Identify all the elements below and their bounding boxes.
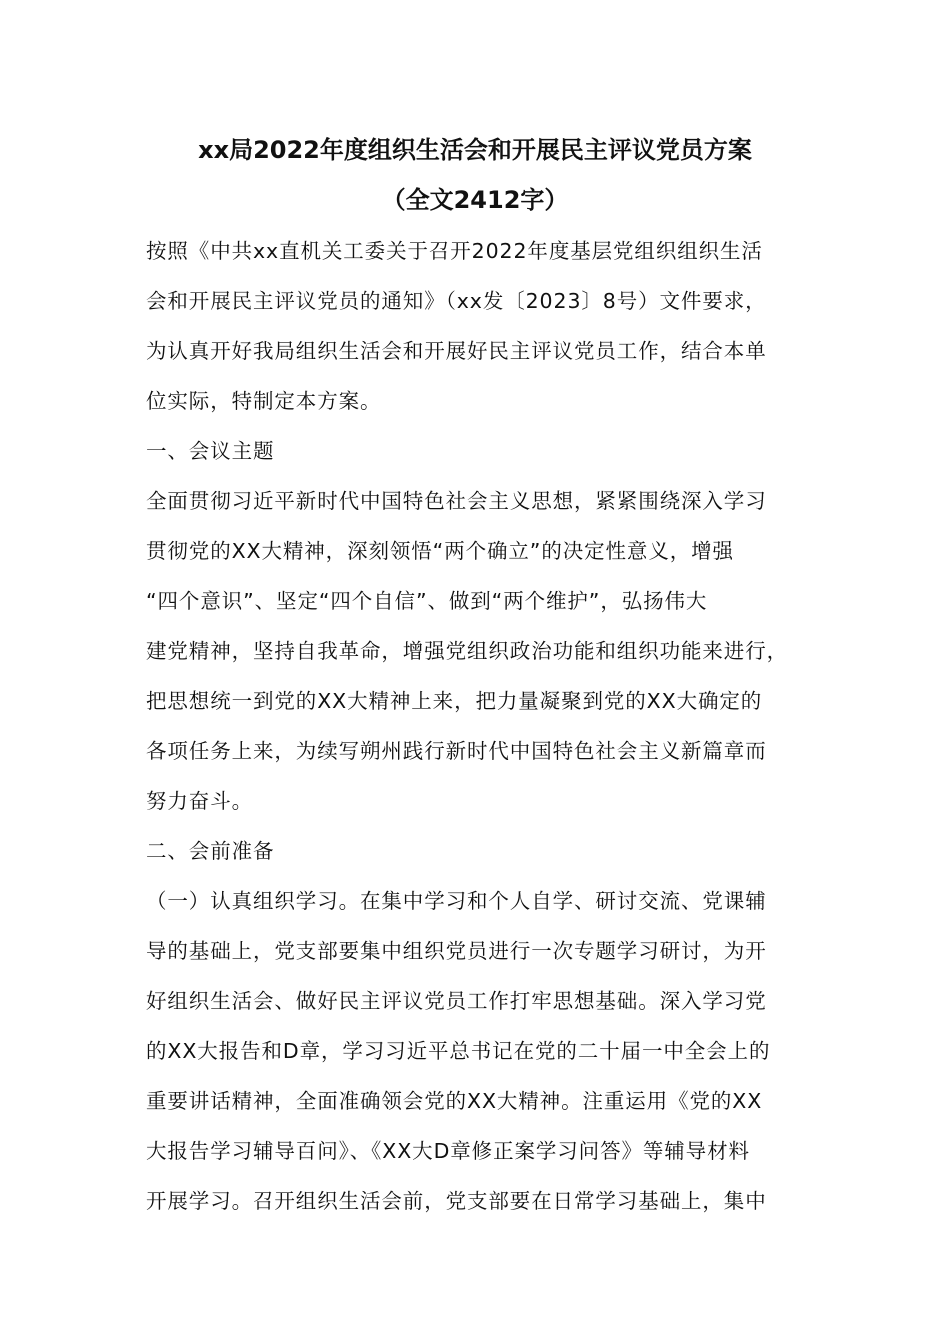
paragraph-line: 好组织生活会、做好民主评议党员工作打牢思想基础。深入学习党 [146, 989, 767, 1013]
paragraph-line: 的XX大报告和D章，学习习近平总书记在党的二十届一中全会上的 [146, 1039, 771, 1063]
paragraph-line: （一）认真组织学习。在集中学习和个人自学、研讨交流、党课辅 [146, 889, 767, 913]
paragraph-line: 建党精神，坚持自我革命，增强党组织政治功能和组织功能来进行， [146, 639, 788, 663]
paragraph-line: 位实际，特制定本方案。 [146, 389, 382, 413]
paragraph-line: 大报告学习辅导百问》、《XX大D章修正案学习问答》等辅导材料 [146, 1139, 750, 1163]
paragraph-line: 按照《中共xx直机关工委关于召开2022年度基层党组织组织生活 [146, 239, 763, 263]
paragraph-line: 重要讲话精神，全面准确领会党的XX大精神。注重运用《党的XX [146, 1089, 763, 1113]
document-subtitle: （全文2412字） [381, 186, 569, 214]
paragraph-line: 导的基础上，党支部要集中组织党员进行一次专题学习研讨，为开 [146, 939, 767, 963]
section-heading: 二、会前准备 [146, 839, 275, 863]
paragraph-line: 贯彻党的XX大精神，深刻领悟“两个确立”的决定性意义，增强 [146, 539, 734, 563]
paragraph-line: 各项任务上来，为续写朔州践行新时代中国特色社会主义新篇章而 [146, 739, 767, 763]
paragraph-line: 开展学习。召开组织生活会前，党支部要在日常学习基础上，集中 [146, 1189, 767, 1213]
paragraph-line: 会和开展民主评议党员的通知》（xx发〔2023〕8号）文件要求， [146, 289, 767, 313]
section-heading: 一、会议主题 [146, 439, 275, 463]
paragraph-line: 努力奋斗。 [146, 789, 253, 813]
paragraph-line: “四个意识”、坚定“四个自信”、做到“两个维护”，弘扬伟大 [146, 589, 708, 613]
document-title: xx局2022年度组织生活会和开展民主评议党员方案 [198, 136, 752, 164]
paragraph-line: 为认真开好我局组织生活会和开展好民主评议党员工作，结合本单 [146, 339, 767, 363]
paragraph-line: 把思想统一到党的XX大精神上来，把力量凝聚到党的XX大确定的 [146, 689, 763, 713]
paragraph-line: 全面贯彻习近平新时代中国特色社会主义思想，紧紧围绕深入学习 [146, 489, 767, 513]
